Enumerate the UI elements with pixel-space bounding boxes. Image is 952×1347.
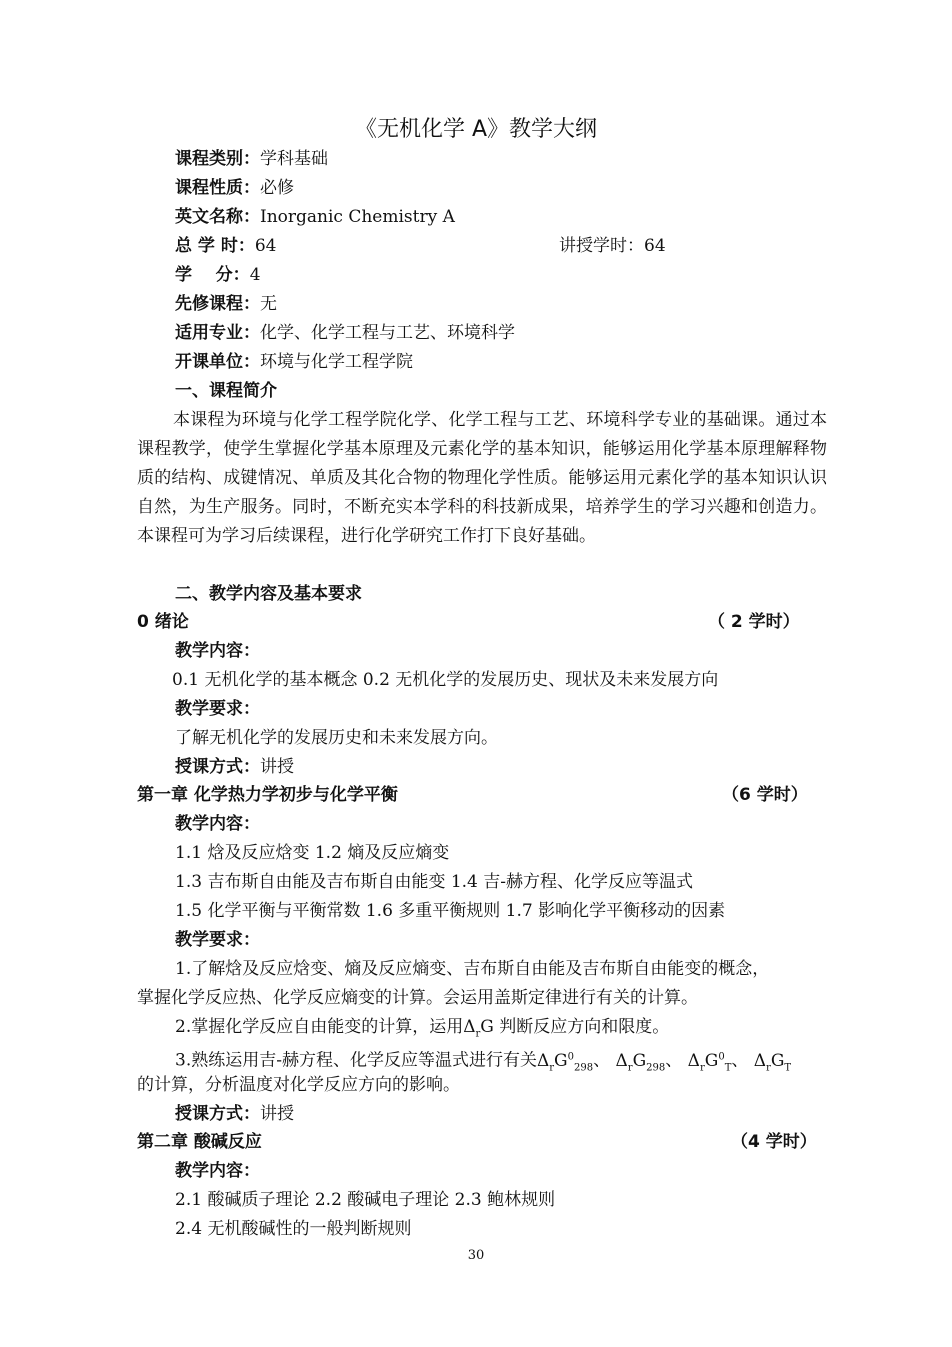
ch0-method: 授课方式：讲授 xyxy=(175,757,294,777)
formula-3: $\Delta_rG^0_T$ xyxy=(687,1050,732,1074)
ch2-title: 第二章 酸碱反应 xyxy=(137,1132,262,1152)
ch1-req-1a: 1.了解焓及反应焓变、熵及反应熵变、吉布斯自由能及吉布斯自由能变的概念， xyxy=(175,959,770,979)
meta-lecture-hours: 讲授学时：64 xyxy=(559,236,666,256)
page-number: 30 xyxy=(467,1248,485,1263)
ch2-hours: （4 学时） xyxy=(731,1132,817,1152)
ch1-content-1: 1.1 焓及反应焓变 1.2 熵及反应熵变 xyxy=(175,843,450,863)
formula-1: $\Delta_rG^0_{298}$ xyxy=(536,1050,594,1074)
ch0-req: 了解无机化学的发展历史和未来发展方向。 xyxy=(175,728,498,748)
ch1-content-2: 1.3 吉布斯自由能及吉布斯自由能变 1.4 吉-赫方程、化学反应等温式 xyxy=(175,872,694,892)
ch0-req-label: 教学要求： xyxy=(175,699,260,719)
ch1-content-label: 教学内容： xyxy=(175,814,260,834)
ch1-req-2: 2.掌握化学反应自由能变的计算，运用$\Delta_rG$ 判断反应方向和限度。 xyxy=(175,1017,670,1040)
ch1-req-1b: 掌握化学反应热、化学反应熵变的计算。会运用盖斯定律进行有关的计算。 xyxy=(137,988,698,1008)
ch1-req-3a: 3.熟练运用吉-赫方程、化学反应等温式进行有关$\Delta_rG^0_{298}$、 $\Delta_rG_{298}$、 $\Delta_rG^0_T$、 $\Delta_rG_T$ xyxy=(175,1050,792,1074)
meta-course-nature: 课程性质：必修 xyxy=(175,178,294,198)
meta-english-name: 英文名称：Inorganic Chemistry A xyxy=(175,207,455,227)
formula-4: $\Delta_rG_T$ xyxy=(753,1050,792,1074)
section1-heading: 一、课程简介 xyxy=(175,381,277,401)
meta-course-category: 课程类别：学科基础 xyxy=(175,149,328,169)
meta-department: 开课单位：环境与化学工程学院 xyxy=(175,352,413,372)
ch2-content-label: 教学内容： xyxy=(175,1161,260,1181)
ch1-req-3b: 的计算，分析温度对化学反应方向的影响。 xyxy=(137,1075,460,1095)
meta-total-hours: 总 学 时：64 xyxy=(175,236,277,256)
ch2-content-1: 2.1 酸碱质子理论 2.2 酸碱电子理论 2.3 鲍林规则 xyxy=(175,1190,556,1210)
ch1-content-3: 1.5 化学平衡与平衡常数 1.6 多重平衡规则 1.7 影响化学平衡移动的因素 xyxy=(175,901,726,921)
formula-2: $\Delta_rG_{298}$ xyxy=(615,1050,666,1074)
ch1-title: 第一章 化学热力学初步与化学平衡 xyxy=(137,785,398,805)
ch1-req-label: 教学要求： xyxy=(175,930,260,950)
meta-majors: 适用专业：化学、化学工程与工艺、环境科学 xyxy=(175,323,515,343)
ch1-hours: （6 学时） xyxy=(722,785,808,805)
section2-heading: 二、教学内容及基本要求 xyxy=(175,584,362,604)
page-title: 《无机化学 A》教学大纲 xyxy=(354,117,598,142)
section1-body: 本课程为环境与化学工程学院化学、化学工程与工艺、环境科学专业的基础课。通过本课程教学，使学生掌握化学基本原理及元素化学的基本知识，能够运用化学基本原理解释物质的结构、成键情况、单质及其化合物的物理化学性质。能够运用元素化学的基本知识认识自然，为生产服务。同时，不断充实本学科的科技新成果，培养学生的学习兴趣和创造力。本课程可为学习后续课程，进行化学研究工作打下良好基础。 xyxy=(137,410,827,546)
meta-prerequisite: 先修课程：无 xyxy=(175,294,277,314)
ch0-hours: （ 2 学时） xyxy=(708,612,800,632)
ch2-content-2: 2.4 无机酸碱性的一般判断规则 xyxy=(175,1219,412,1239)
ch0-content: 0.1 无机化学的基本概念 0.2 无机化学的发展历史、现状及未来发展方向 xyxy=(172,670,719,690)
ch0-content-label: 教学内容： xyxy=(175,641,260,661)
ch0-title: 0 绪论 xyxy=(137,612,189,632)
meta-credits: 学 分：4 xyxy=(175,265,261,285)
ch1-method: 授课方式：讲授 xyxy=(175,1104,294,1124)
